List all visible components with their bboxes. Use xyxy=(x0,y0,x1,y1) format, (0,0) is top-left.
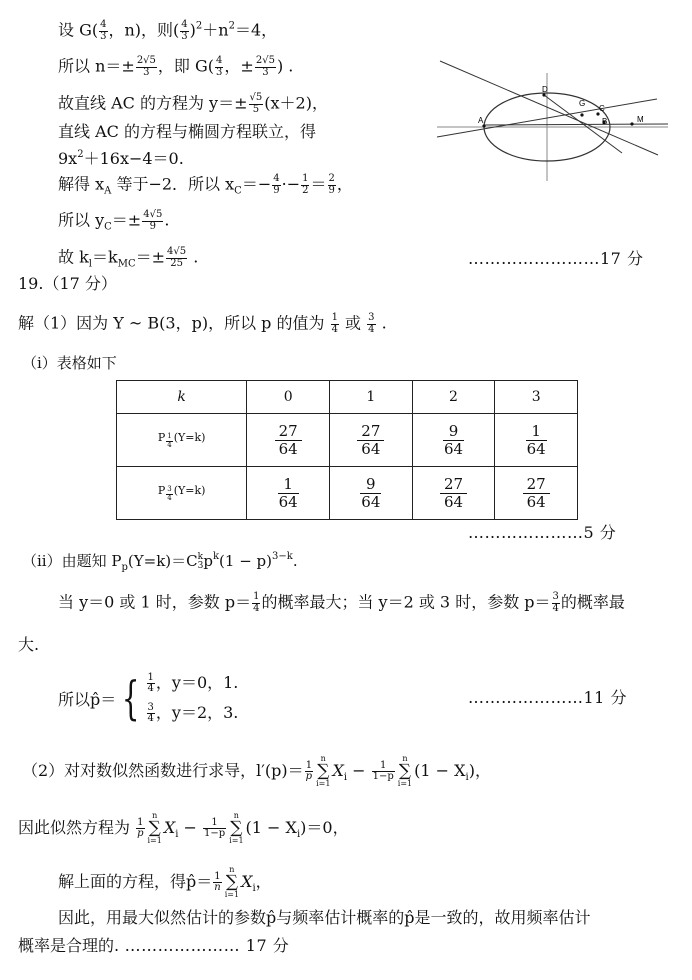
numerator: 1 xyxy=(526,423,547,441)
header-cell: 3 xyxy=(495,381,578,414)
denominator: n xyxy=(214,882,221,893)
score-5: …………………5 分 xyxy=(468,523,617,542)
sum-upper: n xyxy=(152,811,158,820)
table-cell xyxy=(412,414,495,467)
summation: n ∑ i=1 xyxy=(224,865,240,899)
numerator: 4 xyxy=(181,19,188,30)
numerator: 2 xyxy=(328,173,335,184)
fraction xyxy=(136,818,144,840)
when-line-cont: 大. xyxy=(18,635,40,654)
label-d: D xyxy=(542,85,548,94)
part-2-derivative xyxy=(22,755,491,788)
fraction xyxy=(372,761,395,783)
text: ，n)，则( xyxy=(108,20,180,40)
brace: { xyxy=(122,671,140,725)
denominator: 64 xyxy=(361,439,381,458)
exponent: 2 xyxy=(77,149,84,160)
denominator: 64 xyxy=(278,492,298,511)
sum-upper: n xyxy=(402,754,408,763)
point-m xyxy=(630,122,633,125)
solve-line xyxy=(58,866,272,899)
case-1 xyxy=(146,668,239,698)
denominator: 64 xyxy=(526,439,546,458)
table-cell xyxy=(247,467,330,520)
text: − xyxy=(178,818,203,837)
text: ＝0， xyxy=(306,818,349,837)
text: (1 − X xyxy=(245,818,297,837)
numerator: 27 xyxy=(275,423,302,441)
numerator: 1 xyxy=(278,476,299,494)
denominator: 2 xyxy=(302,184,309,196)
denominator: 4 xyxy=(368,323,375,335)
cases xyxy=(146,668,239,728)
denominator: p xyxy=(137,828,144,839)
row-label xyxy=(117,414,247,467)
text: . xyxy=(376,313,387,333)
denominator: 4 xyxy=(147,683,154,694)
text: 或 xyxy=(339,313,367,333)
line-8 xyxy=(58,247,198,270)
numerator: 4 xyxy=(216,55,223,66)
text: P xyxy=(157,483,166,497)
when-line xyxy=(58,592,625,614)
label-b: B xyxy=(602,117,608,126)
fraction xyxy=(147,673,155,695)
denominator: 3 xyxy=(143,66,150,78)
text: ，± xyxy=(224,56,254,76)
fraction xyxy=(166,247,187,269)
fraction xyxy=(278,476,299,510)
table-row xyxy=(117,467,578,520)
numerator: 2√5 xyxy=(255,55,275,66)
header-cell: 0 xyxy=(247,381,330,414)
line-through-d xyxy=(440,61,658,155)
text: ＝± xyxy=(135,247,166,267)
numerator: 3 xyxy=(368,312,375,323)
text: 概率是合理的. xyxy=(18,936,120,955)
text: P xyxy=(157,430,166,444)
denominator: p xyxy=(305,771,313,782)
text: (1 − X xyxy=(414,761,466,780)
denominator: 4 xyxy=(167,493,172,502)
text: (Y=k) xyxy=(173,483,206,497)
denominator: 64 xyxy=(526,492,546,511)
numerator: 1 xyxy=(167,432,172,441)
label-m: M xyxy=(637,115,644,124)
denominator: 64 xyxy=(443,492,464,511)
numerator: 27 xyxy=(440,476,467,494)
fraction xyxy=(360,476,381,510)
solution-part1 xyxy=(18,313,387,335)
conclusion-line-2 xyxy=(18,938,289,954)
superscript: k xyxy=(212,551,220,562)
exponent: 2 xyxy=(228,20,235,32)
numerator: 1 xyxy=(331,312,338,323)
denominator: 4 xyxy=(147,713,154,724)
text: ， xyxy=(255,872,272,891)
exponent: 2 xyxy=(195,20,203,32)
score-17-top: ……………………17 分 xyxy=(468,249,644,268)
text: ) xyxy=(300,818,307,837)
numerator: 1 xyxy=(372,761,395,773)
numerator: 27 xyxy=(357,423,384,441)
fraction xyxy=(357,423,384,457)
text: 的概率最大；当 y＝2 或 3 时，参数 p＝ xyxy=(261,592,551,612)
subscript: i xyxy=(465,772,469,783)
subscript: p xyxy=(121,562,128,573)
text: 解（1）因为 Y ~ B(3，p)，所以 p 的值为 xyxy=(18,313,330,333)
denominator: 4 xyxy=(253,602,260,614)
fraction xyxy=(328,174,336,196)
subscript: i xyxy=(175,829,179,840)
text: 设 G( xyxy=(58,20,99,40)
summation: n ∑ i=1 xyxy=(229,811,244,845)
fraction xyxy=(523,476,550,510)
text: 9x xyxy=(58,149,78,168)
subscript: l xyxy=(88,258,92,270)
fraction xyxy=(213,872,221,894)
fraction xyxy=(305,761,313,783)
sum-lower: i=1 xyxy=(147,836,162,845)
fraction xyxy=(275,423,302,457)
denominator: 9 xyxy=(328,184,335,196)
denominator: 4 xyxy=(331,323,338,335)
subscript: i xyxy=(252,883,256,894)
fraction xyxy=(215,56,223,78)
text: （ii）由题知 P xyxy=(22,552,122,570)
numerator: 9 xyxy=(360,476,381,494)
table-cell xyxy=(330,414,413,467)
denominator: 4 xyxy=(552,602,559,614)
line-3 xyxy=(58,93,328,115)
numerator: 4√5 xyxy=(167,246,187,257)
fraction xyxy=(272,174,280,196)
text: ＝ xyxy=(310,174,327,194)
fraction xyxy=(443,423,464,457)
denominator: 64 xyxy=(361,492,381,511)
denominator: 9 xyxy=(273,184,280,196)
text: 因此似然方程为 xyxy=(18,818,136,837)
text: 故 k xyxy=(58,247,89,267)
table-header-row xyxy=(117,381,578,414)
sum-upper: n xyxy=(233,811,239,820)
denominator: 25 xyxy=(170,257,183,269)
line-4: 直线 AC 的方程与椭圆方程联立，得 xyxy=(58,122,316,141)
fraction xyxy=(301,174,309,196)
summation: n ∑ i=1 xyxy=(147,811,162,845)
numerator: 2√5 xyxy=(136,55,156,66)
text: 所以 n＝± xyxy=(58,56,135,76)
line-7 xyxy=(58,210,169,233)
text: 所以p̂＝ xyxy=(58,689,117,709)
text: ， xyxy=(474,761,491,780)
text: . xyxy=(164,210,170,230)
score-11: …………………11 分 xyxy=(468,688,627,707)
fraction xyxy=(249,93,264,115)
text: ＝± xyxy=(111,210,142,230)
fraction xyxy=(166,486,172,502)
subscript: C xyxy=(104,221,112,233)
subscript: C xyxy=(234,185,242,197)
text: ＝k xyxy=(92,247,118,267)
subscript: A xyxy=(104,185,112,197)
text: ，y＝2，3. xyxy=(155,703,239,722)
text: （2）对对数似然函数进行求导，l′(p)＝ xyxy=(22,761,304,780)
denominator: 1−p xyxy=(372,771,394,782)
sum-lower: i=1 xyxy=(397,779,413,788)
table-cell xyxy=(412,467,495,520)
denominator: 1−p xyxy=(204,828,226,839)
text: p xyxy=(203,552,213,570)
header-cell: 1 xyxy=(330,381,413,414)
numerator: 3 xyxy=(167,485,172,494)
numerator: 9 xyxy=(443,423,464,441)
header-cell: k xyxy=(117,381,247,414)
numerator: 4 xyxy=(273,173,280,184)
point-g xyxy=(580,113,583,116)
sum-lower: i=1 xyxy=(229,836,244,845)
fraction xyxy=(147,703,155,725)
text: 所以 y xyxy=(58,210,105,230)
table-cell xyxy=(495,414,578,467)
table-cell xyxy=(247,414,330,467)
denominator: 3 xyxy=(181,30,188,42)
denominator: 3 xyxy=(100,30,107,42)
numerator: 1 xyxy=(147,671,154,683)
superscript: k xyxy=(197,552,204,562)
numerator: 1 xyxy=(305,759,313,771)
line-6 xyxy=(58,174,353,197)
text: ＋16x−4＝0. xyxy=(83,149,184,168)
exponent: 3−k xyxy=(272,551,293,562)
fraction xyxy=(252,592,260,614)
denominator: 3 xyxy=(216,66,223,78)
row-label xyxy=(117,467,247,520)
table-intro: （i）表格如下 xyxy=(22,354,117,372)
numerator: 1 xyxy=(214,870,221,882)
text: (1 − p) xyxy=(219,552,272,570)
subscript: i xyxy=(343,772,348,783)
sum-upper: n xyxy=(320,754,326,763)
subscript: i xyxy=(296,829,301,840)
table-cell xyxy=(330,467,413,520)
text: (Y=k) xyxy=(173,430,206,444)
fraction xyxy=(136,56,157,78)
text: 的概率最 xyxy=(560,592,625,612)
subscript: 3 xyxy=(197,561,204,571)
text: 解上面的方程，得p̂＝ xyxy=(58,872,213,891)
numerator: 1 xyxy=(253,591,260,602)
text: ，即 G( xyxy=(157,56,215,76)
sum-lower: i=1 xyxy=(224,890,240,899)
p-hat-cases xyxy=(58,668,238,728)
part-ii xyxy=(22,552,298,573)
table-row xyxy=(117,414,578,467)
sum-lower: i=1 xyxy=(316,779,331,788)
text: ＋n xyxy=(202,20,229,40)
fraction xyxy=(255,56,276,78)
numerator: √5 xyxy=(249,92,263,103)
text: . xyxy=(188,247,199,267)
fraction xyxy=(180,20,188,42)
numerator: 1 xyxy=(302,173,309,184)
fraction xyxy=(526,423,547,457)
text: 故直线 AC 的方程为 y＝± xyxy=(58,93,248,113)
denominator: 4 xyxy=(167,440,172,449)
fraction xyxy=(440,476,467,510)
label-g: G xyxy=(579,99,586,108)
text: ) xyxy=(468,761,475,780)
table-cell xyxy=(495,467,578,520)
text: 解得 x xyxy=(58,174,105,194)
fraction xyxy=(166,433,172,449)
fraction xyxy=(142,210,163,232)
text: 等于−2．所以 x xyxy=(111,174,235,194)
denominator: 64 xyxy=(443,439,464,458)
likelihood-equation xyxy=(18,812,349,845)
fraction xyxy=(367,313,375,335)
line-1 xyxy=(58,20,277,42)
text: ) . xyxy=(276,56,294,76)
probability-table xyxy=(116,380,578,520)
summation: n ∑ i=1 xyxy=(397,754,413,788)
text: X xyxy=(241,872,253,891)
ellipse-figure xyxy=(432,55,672,185)
fraction xyxy=(99,20,107,42)
line-5 xyxy=(58,150,184,167)
text: 当 y＝0 或 1 时，参数 p＝ xyxy=(58,592,252,612)
text: X xyxy=(332,761,344,780)
denominator: 64 xyxy=(278,439,298,458)
sum-upper: n xyxy=(229,865,235,874)
fraction xyxy=(203,818,226,840)
fraction xyxy=(331,313,339,335)
case-2 xyxy=(146,698,239,728)
text: ，y＝0，1. xyxy=(155,673,239,692)
text: ， xyxy=(336,174,353,194)
text: ＝4， xyxy=(234,20,278,40)
denominator: 3 xyxy=(262,66,269,78)
numerator: 1 xyxy=(137,816,144,828)
numerator: 4 xyxy=(100,19,107,30)
numerator: 27 xyxy=(523,476,550,494)
header-cell: 2 xyxy=(412,381,495,414)
denominator: 5 xyxy=(252,103,260,115)
text: (x＋2)， xyxy=(264,93,328,113)
text: X xyxy=(163,818,176,837)
text: (Y=k)＝C xyxy=(127,552,198,570)
label-c: C xyxy=(599,104,605,113)
denominator: 9 xyxy=(149,220,156,232)
numerator: 3 xyxy=(552,591,559,602)
question-19-title: 19.（17 分） xyxy=(18,274,117,293)
text: ＝− xyxy=(241,174,272,194)
subscript: MC xyxy=(117,258,136,270)
text: − xyxy=(347,761,371,780)
text: ) xyxy=(189,20,196,40)
numerator: 4√5 xyxy=(143,209,163,220)
numerator: 1 xyxy=(203,818,226,830)
label-a: A xyxy=(478,116,484,125)
text: . xyxy=(292,552,298,570)
numerator: 3 xyxy=(147,701,154,713)
score-17: ………………… 17 分 xyxy=(119,936,290,955)
line-2 xyxy=(58,56,293,78)
fraction xyxy=(552,592,560,614)
text: ·− xyxy=(281,174,301,194)
summation: n ∑ i=1 xyxy=(316,754,331,788)
conclusion-line-1: 因此，用最大似然估计的参数p̂与频率估计概率的p̂是一致的，故用频率估计 xyxy=(58,908,591,927)
